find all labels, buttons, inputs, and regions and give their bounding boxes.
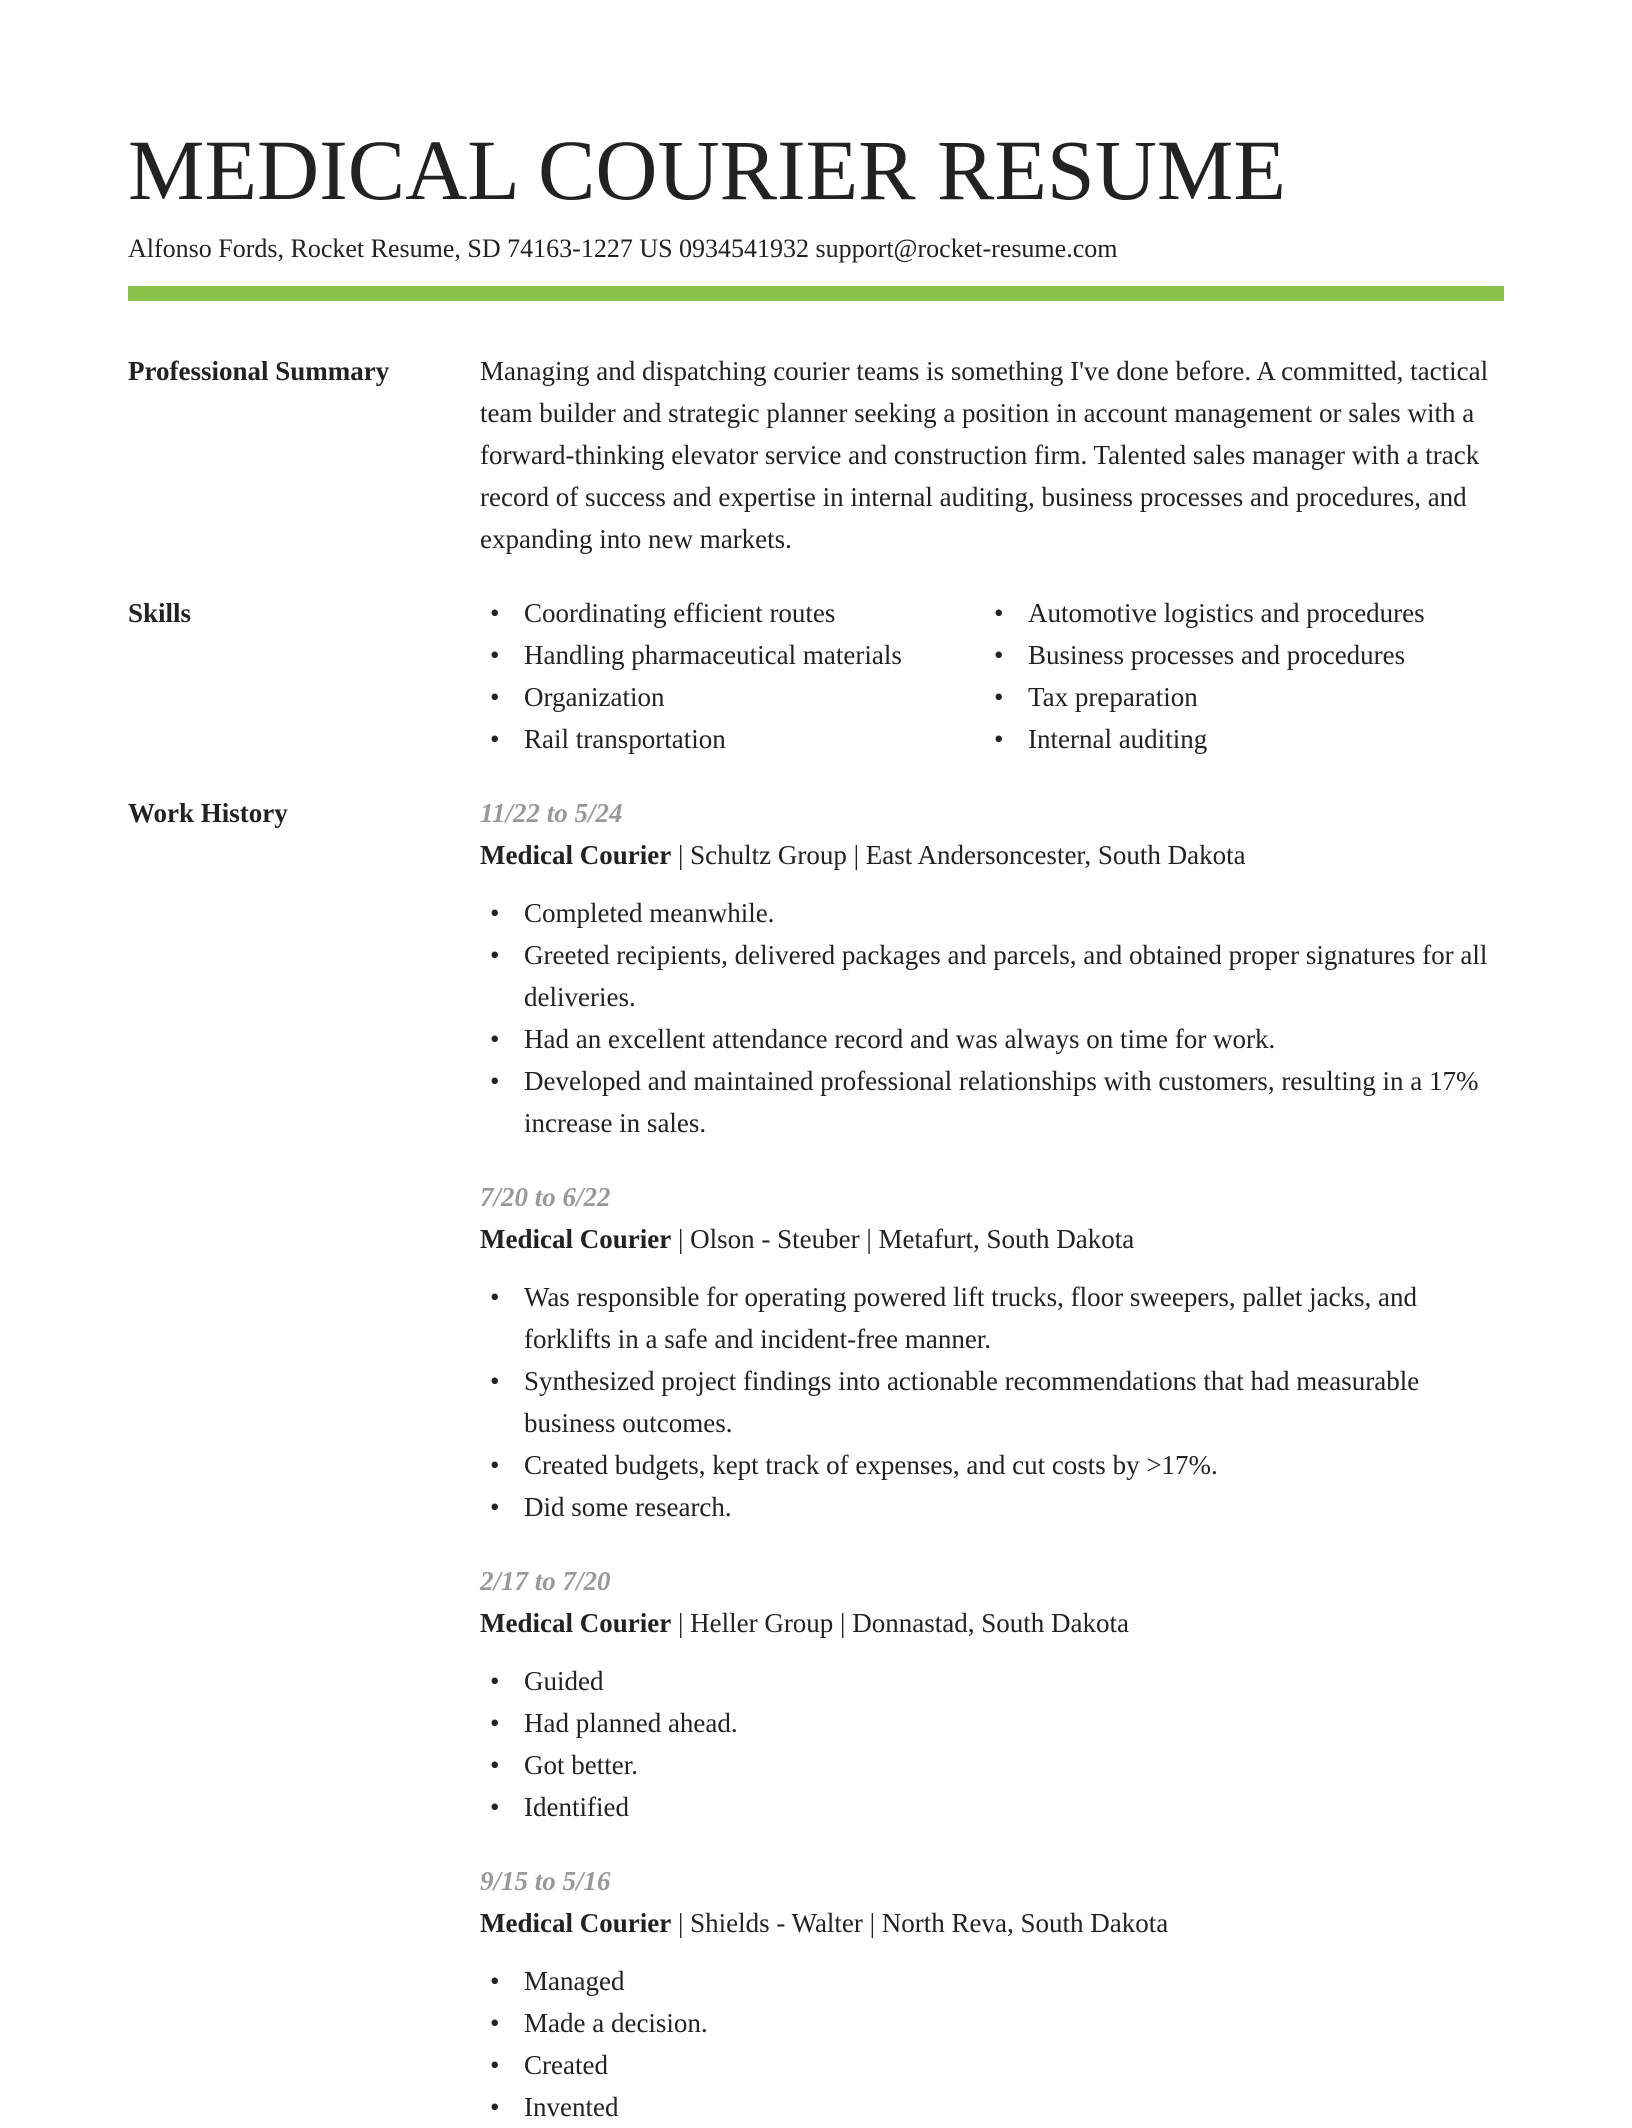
job-bullet: • Had planned ahead. bbox=[480, 1702, 1504, 1744]
accent-divider bbox=[128, 286, 1504, 301]
summary-text: Managing and dispatching courier teams is something I've done before. A committed, tactical team builder and strategic planner seeking a position in account management or sales with a forward-thinking elevator service and construction firm. Talented sales manager with a track record of success and expertise in internal auditing, business processes and procedures, and expanding into new markets. bbox=[480, 356, 1489, 554]
page-title: MEDICAL COURIER RESUME bbox=[128, 122, 1286, 218]
summary-label: Professional Summary bbox=[128, 356, 390, 386]
job-bullet: • Completed meanwhile. bbox=[480, 892, 1504, 934]
skills-column-2 bbox=[984, 592, 1488, 760]
job-bullet: • Had an excellent attendance record and was always on time for work. bbox=[480, 1018, 1504, 1060]
job-bullet: • Developed and maintained professional relationships with customers, resulting in a 17% increase in sales. bbox=[480, 1060, 1504, 1144]
job-details: | Schultz Group | East Andersoncester, South Dakota bbox=[671, 840, 1246, 870]
skill-item: • Internal auditing bbox=[984, 718, 1488, 760]
skill-item: • Organization bbox=[480, 676, 984, 718]
job-entry-1 bbox=[480, 792, 1504, 1144]
job-bullets bbox=[480, 1960, 1504, 2128]
job-entry-2 bbox=[480, 1176, 1504, 1528]
job-heading bbox=[480, 1902, 1504, 1944]
job-bullet: • Managed bbox=[480, 1960, 1504, 2002]
job-bullet: • Invented bbox=[480, 2086, 1504, 2128]
job-heading bbox=[480, 1602, 1504, 1644]
job-details: | Shields - Walter | North Reva, South Dakota bbox=[671, 1908, 1169, 1938]
job-bullet: • Was responsible for operating powered lift trucks, floor sweepers, pallet jacks, and forklifts in a safe and incident-free manner. bbox=[480, 1276, 1504, 1360]
skill-item: • Rail transportation bbox=[480, 718, 984, 760]
job-bullet: • Created budgets, kept track of expenses, and cut costs by >17%. bbox=[480, 1444, 1504, 1486]
job-bullets bbox=[480, 1660, 1504, 1828]
job-details: | Olson - Steuber | Metafurt, South Dakota bbox=[671, 1224, 1135, 1254]
job-bullet: • Guided bbox=[480, 1660, 1504, 1702]
work-history-label: Work History bbox=[128, 798, 288, 828]
job-dates: 2/17 to 7/20 bbox=[480, 1566, 611, 1596]
job-role: Medical Courier bbox=[480, 840, 672, 870]
skill-item: • Coordinating efficient routes bbox=[480, 592, 984, 634]
job-dates: 11/22 to 5/24 bbox=[480, 798, 623, 828]
job-heading bbox=[480, 1218, 1504, 1260]
job-role: Medical Courier bbox=[480, 1608, 672, 1638]
skill-item: • Automotive logistics and procedures bbox=[984, 592, 1488, 634]
skill-item: • Business processes and procedures bbox=[984, 634, 1488, 676]
job-bullet: • Synthesized project findings into actionable recommendations that had measurable business outcomes. bbox=[480, 1360, 1504, 1444]
contact-line: Alfonso Fords, Rocket Resume, SD 74163-1227 US 0934541932 support@rocket-resume.com bbox=[128, 234, 1118, 263]
job-bullet: • Got better. bbox=[480, 1744, 1504, 1786]
job-role: Medical Courier bbox=[480, 1224, 672, 1254]
job-bullet: • Created bbox=[480, 2044, 1504, 2086]
job-details: | Heller Group | Donnastad, South Dakota bbox=[671, 1608, 1129, 1638]
skill-item: • Handling pharmaceutical materials bbox=[480, 634, 984, 676]
job-bullet: • Greeted recipients, delivered packages and parcels, and obtained proper signatures for all deliveries. bbox=[480, 934, 1504, 1018]
job-entry-4 bbox=[480, 1860, 1504, 2128]
job-dates: 7/20 to 6/22 bbox=[480, 1182, 611, 1212]
skill-item: • Tax preparation bbox=[984, 676, 1488, 718]
job-bullets bbox=[480, 1276, 1504, 1528]
job-dates: 9/15 to 5/16 bbox=[480, 1866, 611, 1896]
skills-list bbox=[480, 592, 1504, 760]
job-bullets bbox=[480, 892, 1504, 1144]
job-bullet: • Did some research. bbox=[480, 1486, 1504, 1528]
job-entry-3 bbox=[480, 1560, 1504, 1828]
job-heading bbox=[480, 834, 1504, 876]
skills-label: Skills bbox=[128, 598, 192, 628]
job-bullet: • Made a decision. bbox=[480, 2002, 1504, 2044]
job-role: Medical Courier bbox=[480, 1908, 672, 1938]
skills-column-1 bbox=[480, 592, 984, 760]
job-bullet: • Identified bbox=[480, 1786, 1504, 1828]
